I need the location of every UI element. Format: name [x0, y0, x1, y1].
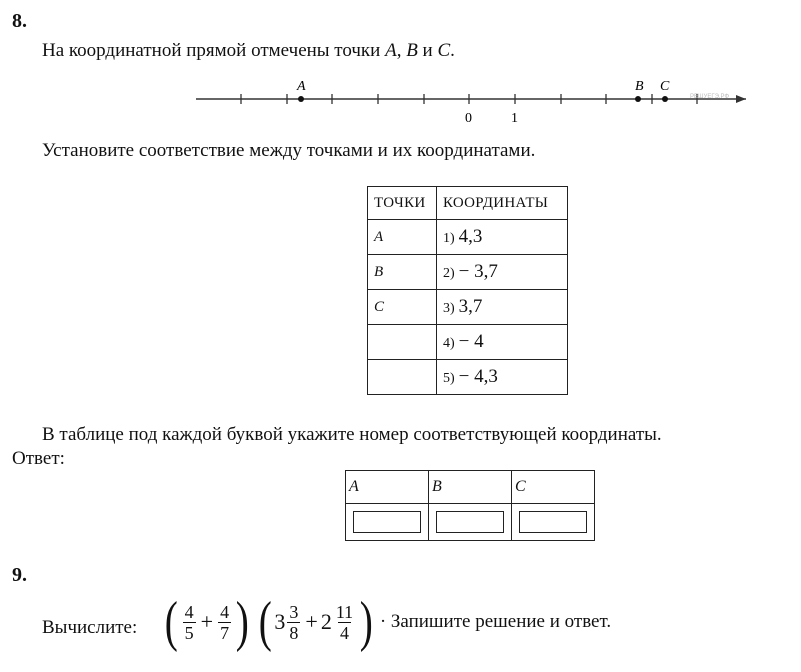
question-9-number: 9.	[12, 564, 27, 586]
close-paren-2: )	[359, 591, 374, 653]
row-point	[368, 360, 437, 395]
question-9-label: Вычислите:	[42, 617, 138, 638]
table-row	[368, 325, 568, 360]
number-line-arrow	[736, 95, 746, 103]
option-value: − 4,3	[458, 366, 498, 387]
number-line	[190, 70, 760, 130]
table-row	[368, 220, 568, 255]
answer-header-c: C	[512, 471, 595, 504]
row-point: C	[368, 290, 437, 325]
plus-sign: +	[200, 609, 214, 634]
watermark: РЕШУЕГЭ.РФ	[690, 94, 730, 100]
point-b-dot	[635, 96, 641, 102]
open-paren: (	[164, 591, 178, 653]
mixed-2-fraction	[334, 602, 355, 643]
option-value: 4,3	[458, 226, 483, 247]
answer-input-row	[346, 504, 595, 541]
option-number: 5)	[443, 371, 455, 386]
question-9-tail: · Запишите решение и ответ.	[379, 611, 612, 632]
question-8-intro	[42, 40, 455, 62]
open-paren-2: (	[258, 591, 272, 653]
option-value: − 3,7	[458, 261, 498, 282]
answer-header-b: B	[429, 471, 512, 504]
option-number: 3)	[443, 301, 455, 316]
answer-input-a[interactable]	[353, 511, 421, 533]
question-8-number: 8.	[12, 10, 27, 32]
correspondence-table	[367, 186, 568, 395]
header-coordinates: КООРДИНАТЫ	[437, 187, 568, 220]
option-number: 4)	[443, 336, 455, 351]
table-row	[368, 255, 568, 290]
answer-cell-a	[346, 504, 429, 541]
fraction-1-denominator: 5	[184, 622, 194, 643]
intro-point-a: A	[385, 40, 397, 61]
row-point: B	[368, 255, 437, 290]
row-coordinate	[437, 220, 568, 255]
expression	[162, 591, 612, 653]
point-c-label: C	[660, 79, 670, 94]
table-header-row	[368, 187, 568, 220]
fraction-1-numerator: 4	[184, 601, 194, 622]
tick-label-0: 0	[465, 111, 472, 126]
table-row	[368, 290, 568, 325]
row-point	[368, 325, 437, 360]
option-value: 3,7	[458, 296, 483, 317]
answer-header-a: A	[346, 471, 429, 504]
option-number: 1)	[443, 231, 455, 246]
fraction-1	[183, 602, 196, 643]
intro-text: На координатной прямой отмечены точки	[42, 40, 381, 61]
row-coordinate	[437, 255, 568, 290]
intro-and: и	[422, 40, 433, 61]
question-8-instruction: Установите соответствие между точками и их координатами.	[42, 140, 536, 161]
option-number: 2)	[443, 266, 455, 281]
intro-comma: ,	[396, 40, 402, 61]
fraction-2-denominator: 7	[220, 622, 230, 643]
row-point: A	[368, 220, 437, 255]
mixed-2-whole: 2	[320, 609, 332, 634]
plus-sign-2: +	[305, 609, 318, 634]
mixed-1-fraction	[287, 602, 300, 643]
fraction-2	[218, 602, 231, 643]
intro-point-c: C	[437, 40, 451, 61]
mixed-1-numerator: 3	[289, 601, 299, 622]
answer-cell-b	[429, 504, 512, 541]
row-coordinate	[437, 290, 568, 325]
row-coordinate	[437, 325, 568, 360]
tick-label-1: 1	[511, 111, 518, 126]
answer-instruction: В таблице под каждой буквой укажите номер соответствующей координаты.	[42, 424, 662, 445]
point-c-dot	[662, 96, 668, 102]
fraction-2-numerator: 4	[220, 601, 230, 622]
close-paren: )	[235, 591, 249, 653]
mixed-2-denominator: 4	[339, 622, 349, 643]
option-value: − 4	[458, 331, 484, 352]
intro-point-b: B	[406, 40, 418, 61]
row-coordinate	[437, 360, 568, 395]
answer-input-b[interactable]	[436, 511, 504, 533]
mixed-1-whole: 3	[274, 609, 286, 634]
answer-input-c[interactable]	[519, 511, 587, 533]
answer-table	[345, 470, 595, 541]
table-row	[368, 360, 568, 395]
point-a-label: A	[297, 79, 306, 94]
mixed-2-numerator: 11	[335, 601, 354, 622]
answer-header-row	[346, 471, 595, 504]
mixed-1-denominator: 8	[289, 622, 299, 643]
point-b-label: B	[635, 79, 644, 94]
answer-label: Ответ:	[12, 448, 65, 469]
point-a-dot	[298, 96, 304, 102]
intro-dot: .	[450, 40, 455, 61]
header-points: ТОЧКИ	[368, 187, 437, 220]
answer-cell-c	[512, 504, 595, 541]
